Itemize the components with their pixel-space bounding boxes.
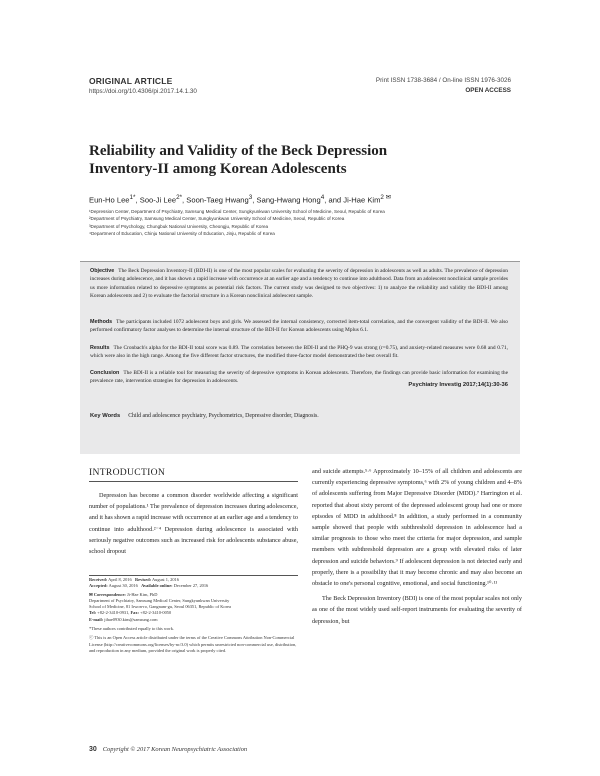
- results-text: The Cronbach's alpha for the BDI-II total score was 0.89. The correlation between the BDI-II and the PHQ-9 was strong (r=0.75), and anxiety-related measures were 0.68 and 0.71, which were also in the high range. Among the five different factor structures, the modified three-factor model demonstrated the best overall fit.: [90, 345, 508, 360]
- affiliation-item: ⁴Department of Education, Chinju National University of Education, Jinju, Republic of Korea: [89, 230, 275, 236]
- methods-text: The participants included 1072 adolescent boys and girls. We assessed the internal consistency, corrected item-total correlation, and the convergent validity of the BDI-II. We also performed confirmatory factor analyses to determine the internal structure of the BDI-II for Korean adolescents using Mplus 6.1.: [90, 319, 508, 334]
- online-date: December 27, 2016: [173, 583, 209, 589]
- affiliation-item: ²Department of Psychiatry, Samsung Medical Center, Sungkyunkwan University School of Medicine, Seoul, Republic of Korea: [89, 216, 345, 222]
- tel-number: +82-2-3410-0931,: [97, 610, 130, 616]
- fax-number: +82-2-3410-0050: [140, 610, 172, 616]
- author-name: Soon-Taeg Hwang: [186, 195, 249, 205]
- tel-label: Tel:: [89, 610, 97, 616]
- section-heading-introduction: INTRODUCTION: [89, 467, 166, 478]
- intro-paragraph: and suicide attempts.⁵·⁶ Approximately 10–15% of all children and adolescents are currently experiencing depressive symptoms,⁶ with 2% of young children and 4–8% of adolescents suffering from Major Depressive Disorder (MDD).⁷ Harrington et al. reported that about sixty percent of the depressed adolescent group had one or more episodes of MDD in adulthood.⁸ In addition, a study performed in a community sample showed that people with subthreshold depression in adolescence had a similar prognosis to those who meet the criteria for major depression, and sample members with subthreshold depression are a group with elevated risks of later depression and suicide behaviors.⁹ If adolescent depression is not detected early and properly, there is a possibility that it may become chronic and may also become an obstacle to one's personal cognitive, emotional, and social functioning.¹⁰·¹¹: [312, 468, 522, 588]
- correspondence-label: ✉ Correspondence:: [89, 591, 126, 597]
- title-line-2: Inventory-II among Korean Adolescents: [89, 161, 347, 177]
- copyright: Copyright © 2017 Korean Neuropsychiatric Association: [102, 746, 248, 753]
- journal-info: [376, 77, 511, 94]
- keywords-label: Key Words: [90, 413, 121, 419]
- article-type: ORIGINAL ARTICLE: [89, 76, 173, 86]
- author-name: Ji-Hae Kim: [343, 195, 381, 205]
- heading-divider: [89, 481, 298, 482]
- author-list: Eun-Ho Lee$^{1*}$, Soo-Ji Lee$^{2*}$, Soon-Taeg Hwang$^3$, Sang-Hwang Hong$^4$, and Ji-Hae Kim$^{2 ✉}$: [89, 194, 391, 205]
- author-affil: 2 ✉: [380, 194, 391, 201]
- author-affil: 1*: [129, 194, 136, 201]
- footnote-divider: [89, 575, 298, 576]
- author-affil: 4: [320, 194, 325, 201]
- results-label: Results: [90, 345, 110, 351]
- author-name: Sang-Hwang Hong: [256, 195, 321, 205]
- title-line-1: Reliability and Validity of the Beck Depression: [89, 143, 388, 159]
- body-column-left: [89, 490, 298, 557]
- keywords: [90, 413, 508, 419]
- license-note: ⓒ This is an Open Access article distributed under the terms of the Creative Commons Attribution Non-Commercial License (http://creativecommons.org/licenses/by-nc/3.0) which permits unrestricted non-commercial use, distribution, and reproduction in any medium, provided the original work is properly cited.: [89, 635, 297, 653]
- conclusion-text: The BDI-II is a reliable tool for measuring the severity of depressive symptoms in Korean adolescents. Therefore, the findings can provide basic information for examining the prevalence rate, intervention strategies for depression in adolescents.: [90, 370, 508, 385]
- conclusion-label: Conclusion: [90, 370, 120, 376]
- doi-link[interactable]: https://doi.org/10.4306/pi.2017.14.1.30: [89, 88, 197, 95]
- objective-label: Objective: [90, 268, 115, 274]
- journal-citation: Psychiatry Investig 2017;14(1):30-36: [408, 382, 508, 388]
- abstract-objective: [90, 267, 508, 301]
- objective-text: The Beck Depression Inventory-II (BDI-II) is one of the most popular scales for evaluating the severity of depression in adolescents as well as adults. The prevalence of depression increases during adolescence, and it has shown a rapid increase with occurrence at an earlier age and a tendency to continue into adulthood. Data from an adolescent nonclinical sample provides us more information related to depressive symptoms as potential risk factors. The current study was designed to two objectives: 1) to analyze the reliability and validity the BDI-II among Korean adolescents and 2) to evaluate the factorial structure in a Korean nonclinical adolescent sample.: [90, 268, 508, 300]
- article-header: [89, 76, 197, 95]
- intro-paragraph: Depression has become a common disorder worldwide affecting a significant number of populations.¹ The prevalence of depression increases during adolescence, and it has shown a rapid increase with occurrence at an earlier age and a tendency to continue into adulthood.²⁻⁴ Depression during adolescence is associated with seriously negative outcomes such as increased risk for adolescents substance abuse, school dropout: [89, 492, 298, 556]
- revised-label: Revised:: [135, 577, 152, 582]
- abstract-methods: [90, 318, 508, 335]
- paper-title: [89, 142, 509, 178]
- correspondence-name: Ji-Hae Kim, PhD: [127, 591, 158, 597]
- affiliations: [89, 208, 529, 237]
- issn: Print ISSN 1738-3684 / On-line ISSN 1976-3026: [375, 77, 511, 84]
- received-date: April 8, 2016: [108, 577, 132, 582]
- correspondence-address: School of Medicine, 81 Irwon-ro, Gangnam-gu, Seoul 06351, Republic of Korea: [89, 604, 231, 610]
- online-label: Available online:: [141, 583, 173, 589]
- revised-date: August 1, 2016: [151, 577, 179, 582]
- abstract-box: [80, 261, 520, 454]
- author-name: Eun-Ho Lee: [89, 195, 130, 205]
- abstract-results: [90, 344, 508, 361]
- affiliation-item: ¹Depression Center, Department of Psychiatry, Samsung Medical Center, Sungkyunkwan University School of Medicine, Seoul, Republic of Korea: [89, 209, 385, 214]
- accepted-date: August 30, 2016: [108, 583, 138, 589]
- email-label: E-mail:: [89, 616, 104, 622]
- author-affil: 3: [248, 194, 253, 201]
- affiliation-item: ³Department of Psychology, Chungbuk National University, Cheongju, Republic of Korea: [89, 223, 269, 229]
- page-footer: [89, 746, 247, 753]
- body-column-right: [312, 466, 522, 627]
- open-access-label: OPEN ACCESS: [465, 87, 511, 94]
- fax-label: Fax:: [130, 610, 140, 616]
- received-label: Received:: [89, 577, 108, 582]
- author-name: Soo-Ji Lee: [139, 195, 177, 205]
- page-number: 30: [89, 746, 97, 753]
- footnote-dates: [89, 577, 298, 654]
- methods-label: Methods: [90, 319, 113, 325]
- intro-paragraph: The Beck Depression Inventory (BDI) is one of the most popular scales not only as one of the most widely used self-report instruments for evaluating the severity of depression, but: [312, 595, 522, 625]
- author-affil: 2*: [176, 194, 183, 201]
- accepted-label: Accepted:: [89, 583, 108, 589]
- correspondence-dept: Department of Psychiatry, Samsung Medical Center, Sungkyunkwan University: [89, 597, 230, 603]
- author-conjunction: and: [328, 195, 342, 205]
- email-address[interactable]: jihae0930.kim@samsung.com: [104, 616, 158, 622]
- keywords-text: Child and adolescence psychiatry, Psychometrics, Depressive disorder, Diagnosis.: [128, 413, 319, 419]
- equal-contribution-note: *These authors contributed equally to this work.: [89, 626, 174, 632]
